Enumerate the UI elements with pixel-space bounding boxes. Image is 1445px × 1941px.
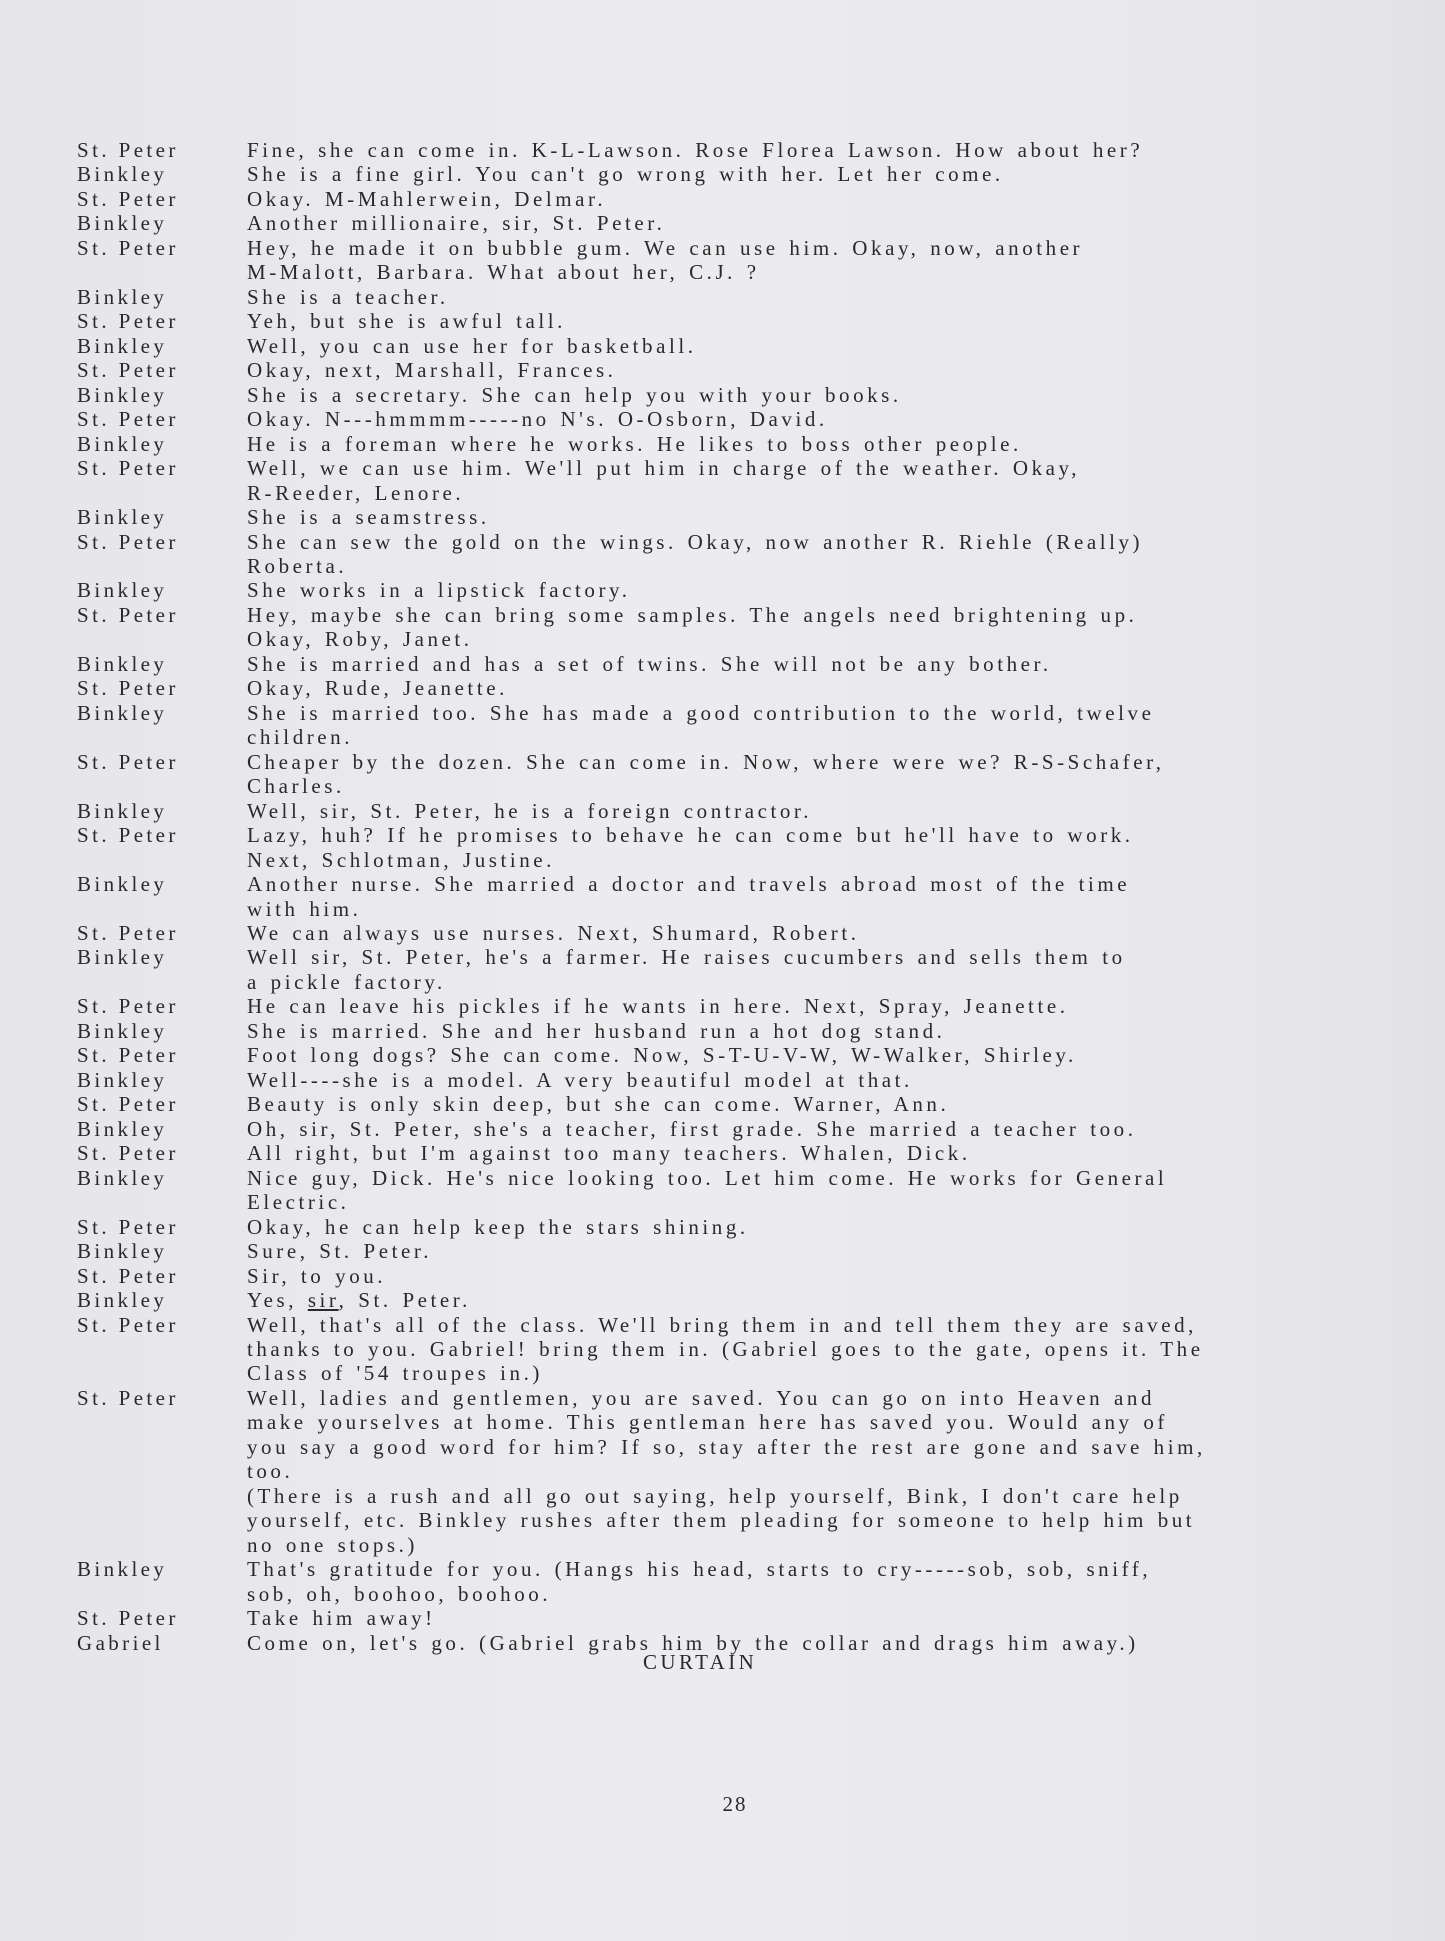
speech-text [247, 236, 1397, 285]
speech-text [247, 1019, 1397, 1043]
dialogue-entry [0, 236, 1445, 285]
speech-text [247, 1239, 1397, 1263]
speaker-name: Binkley [77, 211, 168, 236]
speech-text [247, 432, 1397, 456]
dialogue-entry [0, 1264, 1445, 1288]
dialogue-entry [0, 750, 1445, 799]
speech-continuation-line: Class of '54 troupes in.) [247, 1361, 543, 1386]
speech-line: We can always use nurses. Next, Shumard, Robert. [247, 921, 860, 945]
speech-line: Okay. N---hmmmm-----no N's. O-Osborn, David. [247, 407, 828, 432]
speech-line: She is a teacher. [247, 284, 449, 309]
speaker-name: St. Peter [77, 186, 179, 211]
dialogue-entry [0, 994, 1445, 1018]
speech-line: Hey, maybe she can bring some samples. The angels need brightening up. [247, 602, 1138, 627]
speech-line: Take him away! [247, 1606, 436, 1631]
speech-continuation-line: thanks to you. Gabriel! bring them in. (Gabriel goes to the gate, opens it. The [247, 1336, 1204, 1361]
speaker-name: Binkley [77, 162, 168, 187]
speech-line: Another millionaire, sir, St. Peter. [247, 211, 666, 236]
speaker-name: St. Peter [77, 676, 179, 701]
speech-continuation-line: Roberta. [247, 553, 348, 578]
speaker-name: Binkley [77, 1165, 168, 1190]
speech-fragment: , St. Peter. [338, 1288, 471, 1313]
speaker-name: Binkley [77, 431, 168, 456]
speaker-name: Binkley [77, 1116, 168, 1141]
speech-text [247, 334, 1397, 358]
speaker-name: Gabriel [77, 1630, 164, 1655]
speech-line: Foot long dogs? She can come. Now, S-T-U-V-W, W-Walker, Shirley. [247, 1043, 1077, 1068]
speech-continuation-line: (There is a rush and all go out saying, help yourself, Bink, I don't care help [247, 1483, 1183, 1508]
speech-text [247, 407, 1397, 431]
dialogue-entry [0, 1313, 1445, 1386]
speech-continuation-line: yourself, etc. Binkley rushes after them pleading for someone to help him but [247, 1508, 1196, 1533]
speech-text [247, 1557, 1397, 1606]
underlined-word: sir [307, 1288, 339, 1313]
dialogue-entry [0, 456, 1445, 505]
speaker-name: St. Peter [77, 921, 179, 945]
dialogue-entry [0, 823, 1445, 872]
speech-line: Another nurse. She married a doctor and travels abroad most of the time [247, 872, 1131, 897]
speech-text [247, 578, 1397, 602]
speech-line: She is married too. She has made a good contribution to the world, twelve [247, 700, 1155, 725]
speech-continuation-line: make yourselves at home. This gentleman here has saved you. Would any of [247, 1410, 1168, 1435]
speech-text [247, 530, 1397, 579]
dialogue-entry [0, 945, 1445, 994]
speech-text [247, 1117, 1397, 1141]
speech-line: She is married. She and her husband run a hot dog stand. [247, 1018, 946, 1043]
speech-text [247, 383, 1397, 407]
speech-text [247, 187, 1397, 211]
speech-continuation-line: Charles. [247, 774, 345, 799]
dialogue-entry [0, 187, 1445, 211]
dialogue-entry [0, 285, 1445, 309]
speech-text [247, 1068, 1397, 1092]
speech-line: Well, we can use him. We'll put him in charge of the weather. Okay, [247, 456, 1081, 481]
speaker-name: Binkley [77, 333, 168, 358]
speech-text [247, 1606, 1397, 1630]
play-script [0, 138, 1445, 1655]
dialogue-entry [0, 1043, 1445, 1067]
speech-continuation-line: no one stops.) [247, 1532, 418, 1557]
speech-line: He can leave his pickles if he wants in here. Next, Spray, Jeanette. [247, 994, 1069, 1019]
speech-text [247, 701, 1397, 750]
dialogue-entry [0, 603, 1445, 652]
speech-line: Well sir, St. Peter, he's a farmer. He raises cucumbers and sells them to [247, 945, 1126, 970]
speaker-name: Binkley [77, 1018, 168, 1043]
speech-text [247, 1264, 1397, 1288]
dialogue-entry [0, 1606, 1445, 1630]
dialogue-entry [0, 701, 1445, 750]
page-number: 28 [722, 1792, 748, 1816]
speech-line: Come on, let's go. (Gabriel grabs him by the collar and drags him away.) [247, 1630, 1139, 1655]
speech-text [247, 994, 1397, 1018]
dialogue-entry [0, 432, 1445, 456]
speaker-name: St. Peter [77, 407, 179, 432]
speech-continuation-line: you say a good word for him? If so, stay after the rest are gone and save him, [247, 1434, 1206, 1459]
speaker-name: St. Peter [77, 602, 179, 627]
speech-continuation-line: M-Malott, Barbara. What about her, C.J. ? [247, 260, 760, 285]
speaker-name: St. Peter [77, 138, 179, 162]
speech-text [247, 823, 1397, 872]
speech-text [247, 309, 1397, 333]
dialogue-entry [0, 578, 1445, 602]
speech-line: Yeh, but she is awful tall. [247, 309, 566, 334]
speaker-name: St. Peter [77, 1385, 179, 1410]
speech-line: Well----she is a model. A very beautiful model at that. [247, 1067, 913, 1092]
speech-line: Oh, sir, St. Peter, she's a teacher, first grade. She married a teacher too. [247, 1116, 1137, 1141]
speaker-name: St. Peter [77, 1141, 179, 1166]
dialogue-entry [0, 921, 1445, 945]
speech-line: All right, but I'm against too many teachers. Whalen, Dick. [247, 1141, 971, 1166]
speaker-name: St. Peter [77, 456, 179, 481]
speech-line: Well, that's all of the class. We'll bring them in and tell them they are saved, [247, 1312, 1197, 1337]
speaker-name: Binkley [77, 284, 168, 309]
speech-continuation-line: R-Reeder, Lenore. [247, 480, 465, 505]
dialogue-entry [0, 383, 1445, 407]
dialogue-entry [0, 1019, 1445, 1043]
speaker-name: St. Peter [77, 1092, 179, 1117]
speech-line: Fine, she can come in. K-L-Lawson. Rose Florea Lawson. How about her? [247, 138, 1144, 162]
speaker-name: St. Peter [77, 235, 179, 260]
speech-line: She is married and has a set of twins. She will not be any bother. [247, 651, 1052, 676]
speaker-name: Binkley [77, 872, 168, 897]
speaker-name: St. Peter [77, 1606, 179, 1631]
speech-text [247, 750, 1397, 799]
speech-text [247, 799, 1397, 823]
speech-text [247, 1166, 1397, 1215]
speech-text [247, 456, 1397, 505]
speech-text [247, 358, 1397, 382]
dialogue-entry [0, 1215, 1445, 1239]
speaker-name: St. Peter [77, 529, 179, 554]
speaker-name: Binkley [77, 382, 168, 407]
speech-fragment: Yes, [247, 1288, 308, 1313]
speech-text [247, 1092, 1397, 1116]
speech-text [247, 505, 1397, 529]
speech-text [247, 676, 1397, 700]
speech-line: Sure, St. Peter. [247, 1239, 433, 1264]
dialogue-entry [0, 1068, 1445, 1092]
speech-continuation-line: Okay, Roby, Janet. [247, 627, 473, 652]
dialogue-entry [0, 1141, 1445, 1165]
speech-continuation-line: a pickle factory. [247, 969, 446, 994]
dialogue-entry [0, 334, 1445, 358]
speaker-name: Binkley [77, 651, 168, 676]
speech-line: Okay. M-Mahlerwein, Delmar. [247, 186, 607, 211]
speaker-name: Binkley [77, 1239, 168, 1264]
dialogue-entry [0, 1166, 1445, 1215]
speech-text [247, 1313, 1397, 1386]
dialogue-entry [0, 1117, 1445, 1141]
dialogue-entry [0, 652, 1445, 676]
speech-line: Cheaper by the dozen. She can come in. Now, where were we? R-S-Schafer, [247, 749, 1165, 774]
dialogue-entry [0, 1288, 1445, 1312]
speech-line: Hey, he made it on bubble gum. We can use him. Okay, now, another [247, 235, 1084, 260]
speech-line: Well, you can use her for basketball. [247, 333, 697, 358]
speech-line: He is a foreman where he works. He likes to boss other people. [247, 431, 1022, 456]
speech-line: Okay, he can help keep the stars shining. [247, 1214, 749, 1239]
speech-line: She is a fine girl. You can't go wrong with her. Let her come. [247, 162, 1004, 187]
speaker-name: St. Peter [77, 309, 179, 334]
speaker-name: Binkley [77, 1557, 168, 1582]
speaker-name: Binkley [77, 578, 168, 603]
speaker-name: Binkley [77, 1288, 168, 1313]
dialogue-entry [0, 1557, 1445, 1606]
speaker-name: St. Peter [77, 823, 179, 848]
dialogue-entry [0, 211, 1445, 235]
dialogue-entry [0, 162, 1445, 186]
curtain-stage-direction: CURTAIN [643, 1650, 758, 1674]
dialogue-entry [0, 1239, 1445, 1263]
speech-line: Lazy, huh? If he promises to behave he can come but he'll have to work. [247, 823, 1134, 848]
speech-text [247, 921, 1397, 945]
speaker-name: Binkley [77, 798, 168, 823]
speech-text [247, 1215, 1397, 1239]
dialogue-entry [0, 505, 1445, 529]
speaker-name: Binkley [77, 505, 168, 530]
speech-text [247, 872, 1397, 921]
dialogue-entry [0, 799, 1445, 823]
speech-line: She can sew the gold on the wings. Okay, now another R. Riehle (Really) [247, 529, 1144, 554]
speaker-name: St. Peter [77, 1043, 179, 1068]
speech-line: Beauty is only skin deep, but she can come. Warner, Ann. [247, 1092, 950, 1117]
dialogue-entry [0, 530, 1445, 579]
dialogue-entry [0, 1092, 1445, 1116]
speech-text [247, 1631, 1397, 1655]
speech-line: Okay, Rude, Jeanette. [247, 676, 508, 701]
speaker-name: St. Peter [77, 1214, 179, 1239]
speaker-name: St. Peter [77, 1263, 179, 1288]
speech-text [247, 1043, 1397, 1067]
speech-continuation-line: sob, oh, boohoo, boohoo. [247, 1581, 552, 1606]
dialogue-entry [0, 138, 1445, 162]
speech-continuation-line: Next, Schlotman, Justine. [247, 847, 555, 872]
speech-text [247, 1288, 1397, 1312]
speaker-name: Binkley [77, 700, 168, 725]
dialogue-entry [0, 358, 1445, 382]
speech-text [247, 211, 1397, 235]
speech-continuation-line: children. [247, 725, 354, 750]
dialogue-entry [0, 407, 1445, 431]
speech-line: She is a seamstress. [247, 505, 490, 530]
dialogue-entry [0, 309, 1445, 333]
speech-continuation-line: with him. [247, 896, 362, 921]
speech-text [247, 162, 1397, 186]
speech-line: Okay, next, Marshall, Frances. [247, 358, 617, 383]
speech-text [247, 945, 1397, 994]
speech-line [247, 1288, 1397, 1312]
speaker-name: St. Peter [77, 749, 179, 774]
speech-line: Nice guy, Dick. He's nice looking too. Let him come. He works for General [247, 1165, 1168, 1190]
speech-continuation-line: Electric. [247, 1190, 350, 1215]
speech-line: Well, sir, St. Peter, he is a foreign contractor. [247, 798, 813, 823]
speech-text [247, 652, 1397, 676]
speaker-name: St. Peter [77, 994, 179, 1019]
speech-text [247, 1386, 1397, 1557]
speech-text [247, 138, 1397, 162]
dialogue-entry [0, 676, 1445, 700]
speaker-name: St. Peter [77, 1312, 179, 1337]
dialogue-entry [0, 872, 1445, 921]
speaker-name: St. Peter [77, 358, 179, 383]
speech-continuation-line: too. [247, 1459, 294, 1484]
speaker-name: Binkley [77, 945, 168, 970]
dialogue-entry [0, 1386, 1445, 1557]
speech-line: She works in a lipstick factory. [247, 578, 631, 603]
speech-text [247, 1141, 1397, 1165]
speech-line: Well, ladies and gentlemen, you are saved. You can go on into Heaven and [247, 1385, 1155, 1410]
speech-line: That's gratitude for you. (Hangs his head, starts to cry-----sob, sob, sniff, [247, 1557, 1152, 1582]
speech-line: Sir, to you. [247, 1263, 387, 1288]
speech-text [247, 603, 1397, 652]
speech-text [247, 285, 1397, 309]
speaker-name: Binkley [77, 1067, 168, 1092]
speech-line: She is a secretary. She can help you with your books. [247, 382, 902, 407]
